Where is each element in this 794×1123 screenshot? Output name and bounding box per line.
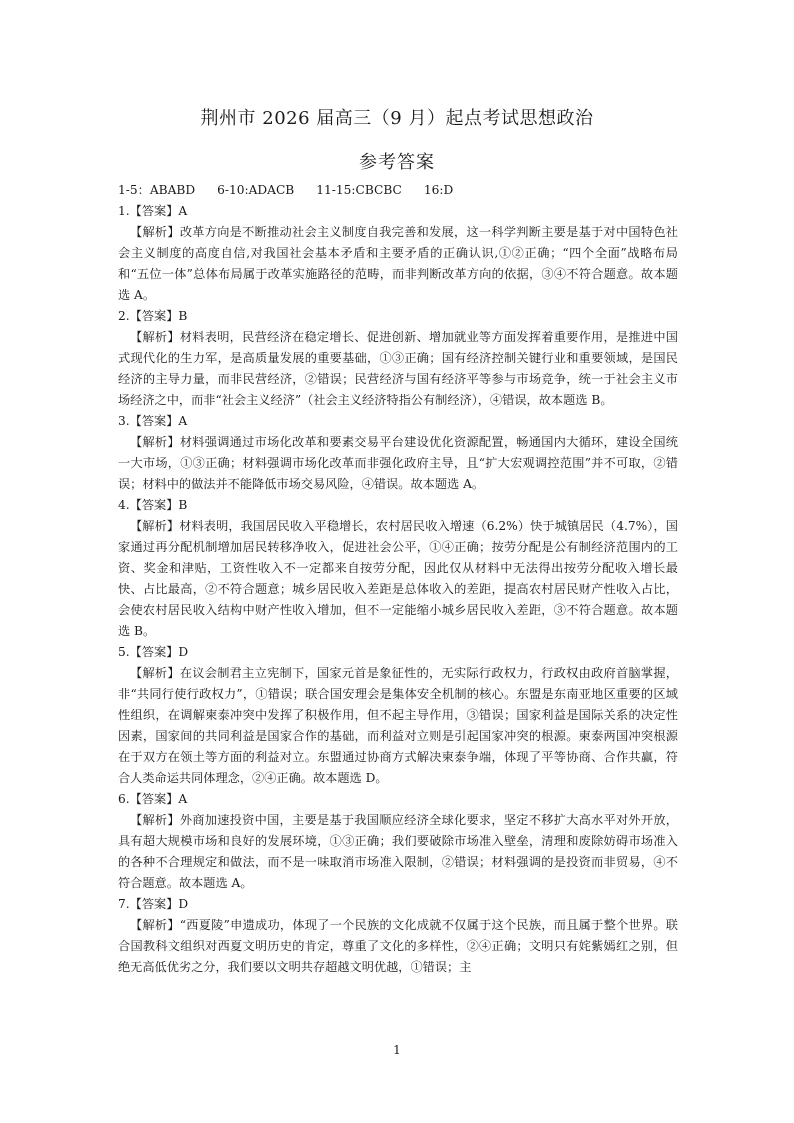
question-answer: 1.【答案】A (118, 204, 188, 218)
answer-key-group: 11-15:CBCBC (316, 183, 402, 197)
answer-key-group: 1-5：ABABD (118, 183, 196, 197)
question-answer: 4.【答案】B (118, 498, 188, 512)
question-answer: 2.【答案】B (118, 309, 188, 323)
document-title: 荆州市 2026 届高三（9 月）起点考试思想政治 (200, 108, 594, 129)
question-answer: 3.【答案】A (118, 414, 188, 428)
question-analysis: 【解析】在议会制君主立宪制下，国家元首是象征性的，无实际行政权力，行政权由政府首脑掌握，非“共同行使行政权力”，①错误；联合国安理会是集体安全机制的核心。东盟是东南亚地区重要的区域性组织，在调解柬泰冲突中发挥了积极作用，但不起主导作用，③错误；国家利益是国际关系的决定性因素，国家间的共同利益是国家合作的基础，而利益对立则是引起国家冲突的根源。柬泰两国冲突根源在于双方在领土等方面的利益对立。东盟通过协商方式解决柬泰争端，体现了平等协商、合作共赢，符合人类命运共同体理念，②④正确。故本题选 D。 (118, 666, 678, 785)
question-answer: 5.【答案】D (118, 645, 189, 659)
answer-key-group: 6-10:ADACB (217, 183, 295, 197)
question-analysis: 【解析】材料表明，我国居民收入平稳增长，农村居民收入增速（6.2%）快于城镇居民（4.7%），国家通过再分配机制增加居民转移净收入，促进社会公平，①④正确；按劳分配是公有制经济范围内的工资、奖金和津贴，工资性收入不一定都来自按劳分配，因此仅从材料中无法得出按劳分配收入增长最快、占比最高，②不符合题意；城乡居民收入差距是总体收入的差距，提高农村居民财产性收入占比，会使农村居民收入结构中财产性收入增加，但不一定能缩小城乡居民收入差距，③不符合题意。故本题选 B。 (118, 519, 678, 638)
page-number: 1 (393, 1043, 401, 1057)
question-analysis: 【解析】材料表明，民营经济在稳定增长、促进创新、增加就业等方面发挥着重要作用，是推进中国式现代化的生力军，是高质量发展的重要基础，①③正确；国有经济控制关键行业和重要领域，是国民经济的主导力量，而非民营经济，②错误；民营经济与国有经济平等参与市场竞争，统一于社会主义市场经济之中，而非“社会主义经济”（社会主义经济特指公有制经济），④错误，故本题选 B。 (118, 330, 678, 407)
answer-key-group: 16:D (423, 183, 454, 197)
question-answer: 6.【答案】A (118, 792, 188, 806)
question-analysis: 【解析】改革方向是不断推动社会主义制度自我完善和发展，这一科学判断主要是基于对中国特色社会主义制度的高度自信,对我国社会基本矛盾和主要矛盾的正确认识,①②正确；“四个全面”战略布局和“五位一体”总体布局属于改革实施路径的范畴，而非判断改革方向的依据，③④不符合题意。故本题选 A。 (118, 225, 678, 302)
document-body (118, 180, 678, 978)
question-answer: 7.【答案】D (118, 897, 189, 911)
document-subtitle: 参考答案 (359, 152, 435, 173)
question-analysis: 【解析】外商加速投资中国，主要是基于我国顺应经济全球化要求，坚定不移扩大高水平对外开放，具有超大规模市场和良好的发展环境，①③正确；我们要破除市场准入壁垒，清理和废除妨碍市场准入的各种不合理规定和做法，而不是一味取消市场准入限制，②错误；材料强调的是投资而非贸易，④不符合题意。故本题选 A。 (118, 813, 678, 890)
answer-key-line (118, 180, 678, 201)
question-analysis: 【解析】材料强调通过市场化改革和要素交易平台建设优化资源配置，畅通国内大循环，建设全国统一大市场，①③正确；材料强调市场化改革而非强化政府主导，且“扩大宏观调控范围”并不可取，②错误；材料中的做法并不能降低市场交易风险，④错误。故本题选 A。 (118, 435, 678, 491)
question-analysis: 【解析】“西夏陵”申遗成功，体现了一个民族的文化成就不仅属于这个民族，而且属于整个世界。联合国教科文组织对西夏文明历史的肯定，尊重了文化的多样性，②④正确；文明只有姹紫嫣红之别，但绝无高低优劣之分，我们要以文明共存超越文明优越，①错误；主 (118, 918, 678, 974)
